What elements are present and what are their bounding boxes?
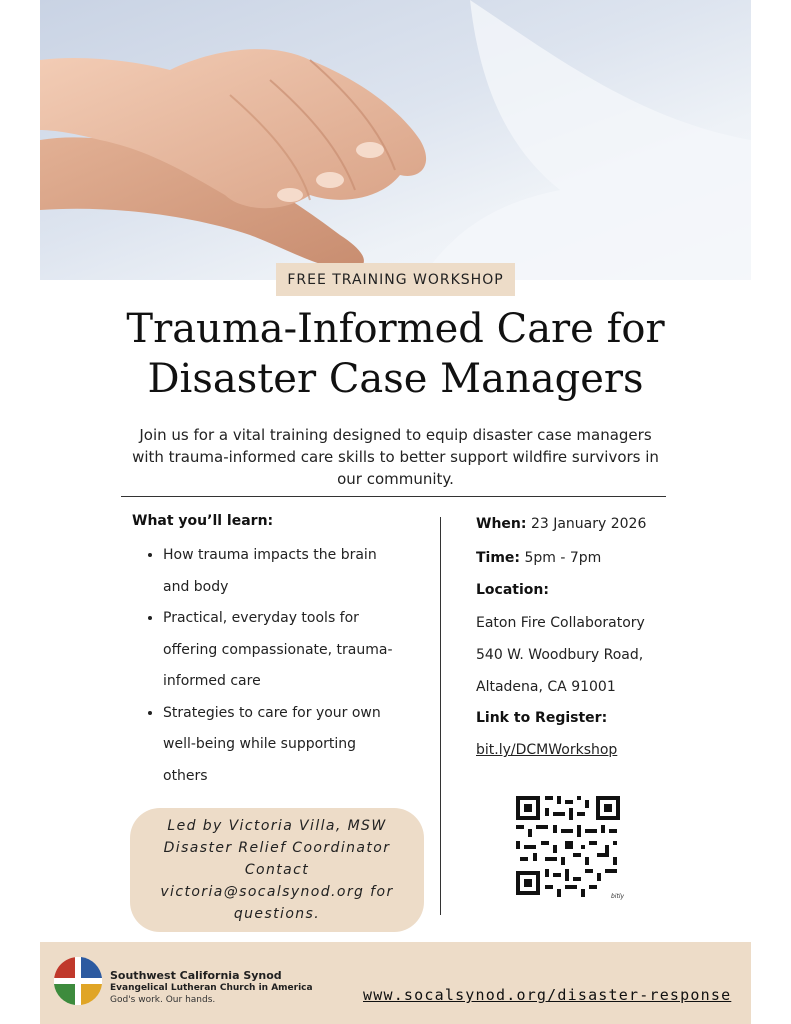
list-item-line: Strategies to care for your own	[163, 704, 381, 721]
intro-line-1: Join us for a vital training designed to equip disaster case managers	[139, 426, 652, 444]
register-link[interactable]: bit.ly/DCMWorkshop	[476, 742, 618, 758]
org-tagline: God's work. Our hands.	[110, 995, 216, 1005]
list-item	[163, 698, 443, 793]
list-item	[163, 603, 443, 698]
title-line-2: Disaster Case Managers	[147, 356, 644, 402]
learn-list	[145, 540, 443, 792]
when-row	[476, 516, 646, 532]
list-item-line: How trauma impacts the brain	[163, 547, 377, 563]
when-label: When:	[476, 516, 527, 532]
list-item-line: and body	[163, 578, 229, 595]
hero-photo	[40, 0, 751, 280]
location-label: Location:	[476, 582, 549, 598]
list-item-line: offering compassionate, trauma-	[163, 641, 393, 658]
time-value: 5pm - 7pm	[524, 550, 602, 566]
list-item-line: Practical, everyday tools for	[163, 610, 359, 626]
location-line-3: Altadena, CA 91001	[476, 679, 616, 695]
leader-contact-box	[130, 808, 424, 932]
holding-hands-photo	[40, 0, 751, 280]
page-title	[40, 304, 751, 404]
qr-caption: bitly	[611, 893, 625, 900]
horizontal-divider	[121, 496, 666, 497]
time-row	[476, 550, 601, 566]
leader-email[interactable]: victoria@socalsynod.org for	[160, 884, 394, 900]
intro-paragraph	[110, 424, 681, 490]
list-item-line: informed care	[163, 673, 261, 689]
when-value: 23 January 2026	[530, 516, 647, 532]
org-name: Southwest California Synod	[110, 969, 282, 982]
free-training-tag: FREE TRAINING WORKSHOP	[276, 263, 515, 296]
location-line-2: 540 W. Woodbury Road,	[476, 647, 644, 663]
leader-line-3: Contact	[244, 862, 310, 878]
list-item	[163, 540, 443, 603]
intro-line-3: our community.	[337, 470, 454, 488]
list-item-line: others	[163, 767, 208, 784]
time-label: Time:	[476, 550, 521, 566]
disaster-response-link[interactable]: www.socalsynod.org/disaster-response	[363, 986, 732, 1004]
register-label: Link to Register:	[476, 710, 608, 726]
location-line-1: Eaton Fire Collaboratory	[476, 615, 645, 631]
intro-line-2: with trauma-informed care skills to better support wildfire survivors in	[132, 448, 659, 466]
leader-line-1: Led by Victoria Villa, MSW	[167, 818, 387, 834]
list-item-line: well-being while supporting	[163, 736, 357, 752]
qr-code-icon[interactable]	[513, 793, 630, 901]
elca-cross-logo-icon	[52, 955, 104, 1007]
title-line-1: Trauma-Informed Care for	[126, 306, 665, 352]
learn-heading: What you’ll learn:	[132, 513, 274, 529]
leader-line-2: Disaster Relief Coordinator	[163, 840, 391, 856]
leader-line-5: questions.	[233, 906, 321, 922]
org-parent: Evangelical Lutheran Church in America	[110, 983, 313, 993]
